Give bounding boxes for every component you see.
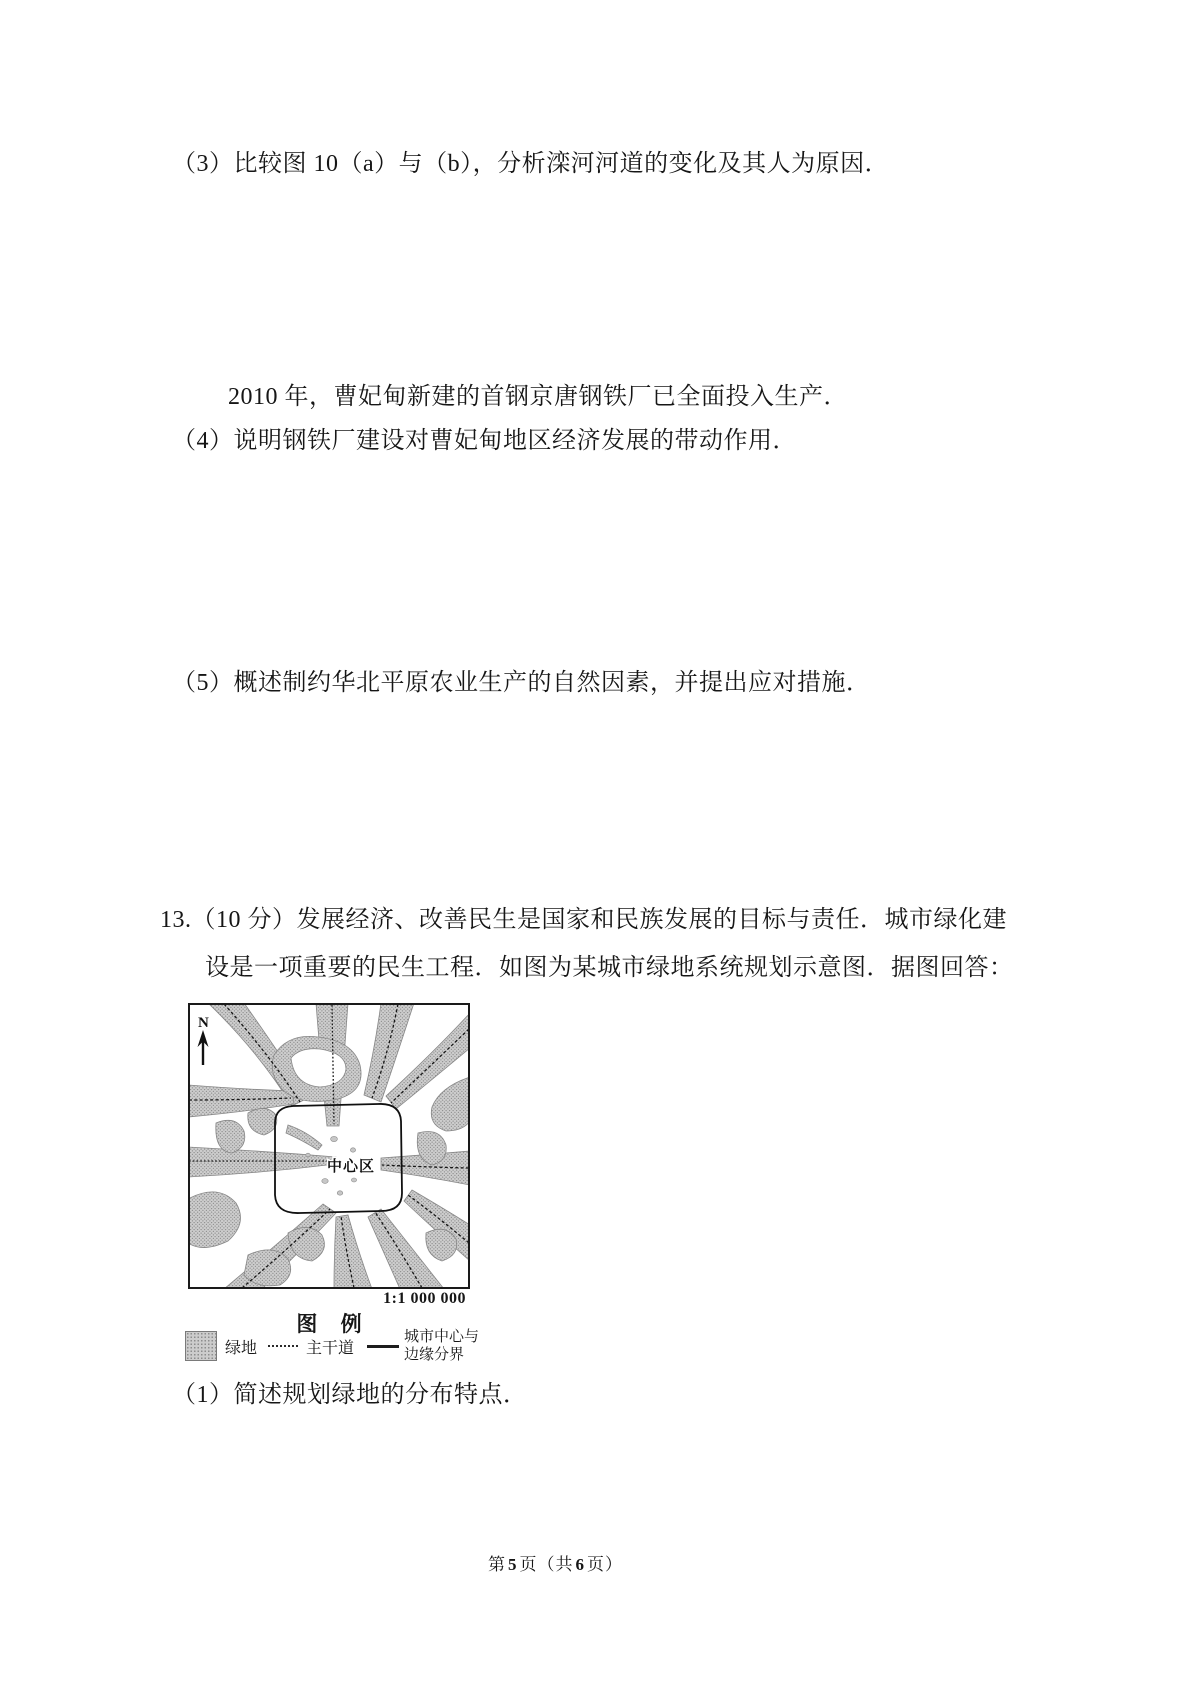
dashed-road-line-icon: [268, 1345, 298, 1347]
solid-boundary-line-icon: [367, 1345, 399, 1348]
city-green-space-map-figure: [188, 1003, 470, 1338]
question-part4-text: （4）说明钢铁厂建设对曹妃甸地区经济发展的带动作用．: [172, 428, 797, 454]
footer-prefix: 第: [488, 1555, 506, 1574]
legend-boundary-label: [404, 1328, 479, 1364]
north-label: N: [198, 1015, 209, 1031]
footer-page-number: 5: [508, 1555, 518, 1574]
center-district-label: 中心区: [326, 1159, 376, 1175]
question-13-part1-text: （1）简述规划绿地的分布特点．: [172, 1382, 528, 1408]
steel-plant-intro-text: 2010 年，曹妃甸新建的首钢京唐钢铁厂已全面投入生产．: [228, 384, 848, 410]
map-scale-text: 1:1 000 000: [383, 1290, 466, 1307]
legend-boundary-label-line2: 边缘分界: [404, 1347, 465, 1363]
page-footer: [488, 1550, 623, 1575]
legend-main-road-label: 主干道: [306, 1339, 355, 1357]
legend-boundary-label-line1: 城市中心与: [404, 1329, 480, 1345]
footer-total-pages: 6: [575, 1555, 585, 1574]
map-canvas: [188, 1003, 470, 1289]
legend-title: 图 例: [296, 1312, 362, 1336]
question-part5-text: （5）概述制约华北平原农业生产的自然因素，并提出应对措施．: [172, 670, 871, 696]
green-area-swatch-icon: [185, 1331, 217, 1361]
question-13-line1: 13.（10 分）发展经济、改善民生是国家和民族发展的目标与责任．城市绿化建: [160, 907, 1007, 933]
question-part3-text: （3）比较图 10（a）与（b），分析滦河河道的变化及其人为原因．: [172, 151, 890, 177]
map-legend: [185, 1328, 485, 1364]
legend-green-area-label: 绿地: [225, 1339, 258, 1357]
footer-suffix: 页）: [587, 1555, 623, 1574]
footer-infix: 页（共: [519, 1555, 574, 1574]
question-13-line2: 设是一项重要的民生工程．如图为某城市绿地系统规划示意图．据图回答：: [205, 955, 1014, 981]
